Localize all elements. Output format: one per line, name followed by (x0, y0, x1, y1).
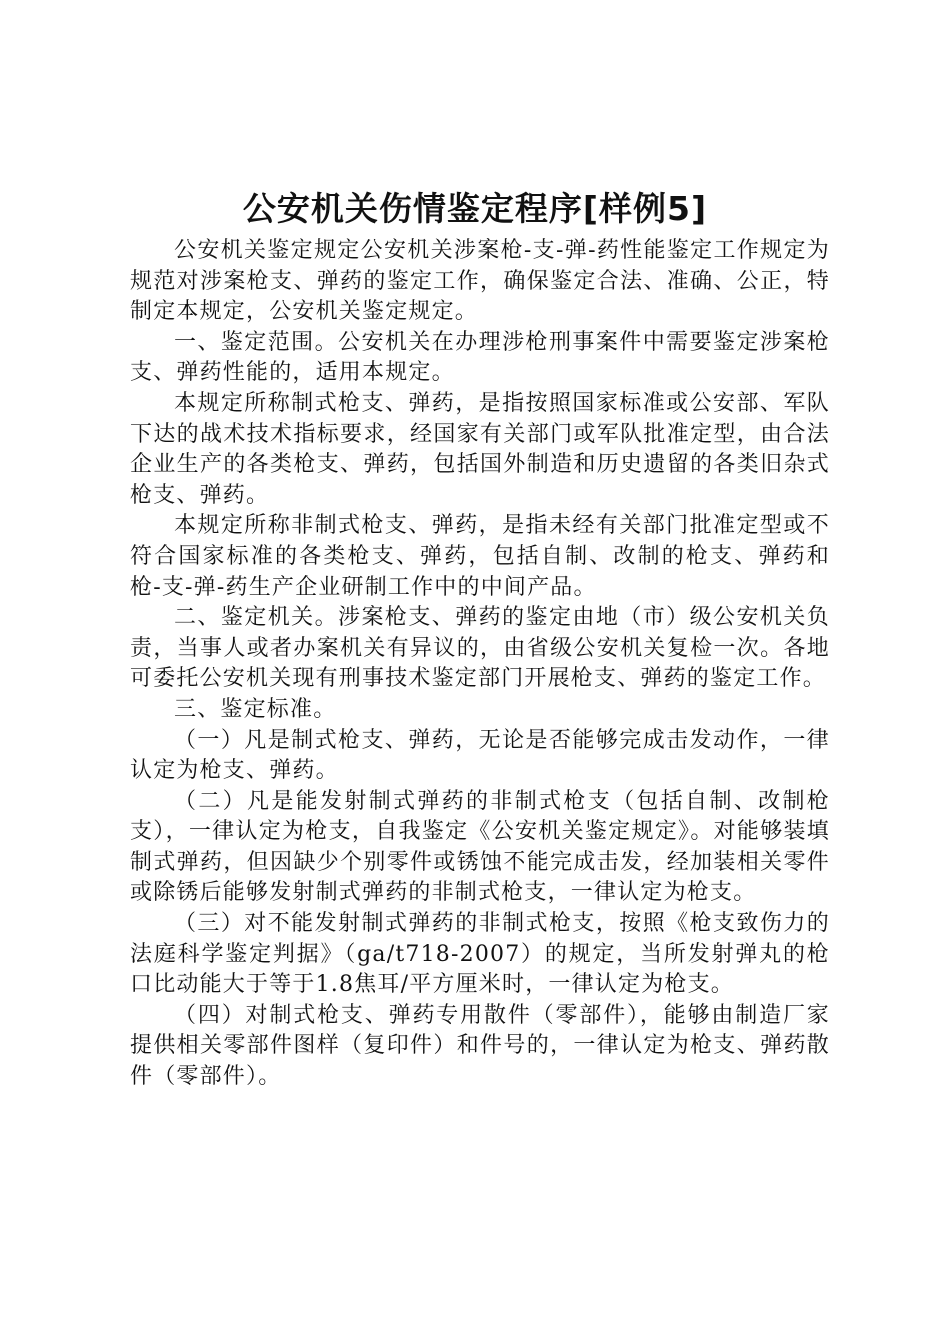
paragraph-standard-firearms: 本规定所称制式枪支、弹药，是指按照国家标准或公安部、军队下达的战术技术指标要求，经国家有关部门或军队批准定型，由合法企业生产的各类枪支、弹药，包括国外制造和历史遗留的各类旧杂式枪支、弹药。 (130, 390, 830, 508)
document-body (130, 236, 830, 1093)
paragraph-criteria-4: （四）对制式枪支、弹药专用散件（零部件），能够由制造厂家提供相关零部件图样（复印件）和件号的，一律认定为枪支、弹药散件（零部件）。 (130, 1002, 830, 1090)
paragraph-nonstandard-firearms: 本规定所称非制式枪支、弹药，是指未经有关部门批准定型或不符合国家标准的各类枪支、弹药，包括自制、改制的枪支、弹药和枪-支-弹-药生产企业研制工作中的中间产品。 (130, 513, 830, 600)
paragraph-criteria-2: （二）凡是能发射制式弹药的非制式枪支（包括自制、改制枪支），一律认定为枪支，自我鉴定《公安机关鉴定规定》。对能够装填制式弹药，但因缺少个别零件或锈蚀不能完成击发，经加装相关零件或除锈后能够发射制式弹药的非制式枪支，一律认定为枪支。 (130, 788, 830, 906)
paragraph-authority: 二、鉴定机关。涉案枪支、弹药的鉴定由地（市）级公安机关负责，当事人或者办案机关有异议的，由省级公安机关复检一次。各地可委托公安机关现有刑事技术鉴定部门开展枪支、弹药的鉴定工作。 (130, 605, 830, 692)
paragraph-criteria-heading: 三、鉴定标准。 (174, 696, 337, 722)
paragraph-criteria-3: （三）对不能发射制式弹药的非制式枪支，按照《枪支致伤力的法庭科学鉴定判据》（ga/t718-2007）的规定，当所发射弹丸的枪口比动能大于等于1.8焦耳/平方厘米时，一律认定为枪支。 (130, 911, 830, 998)
document-title: 公安机关伤情鉴定程序[样例5] (242, 189, 708, 228)
paragraph-criteria-1: （一）凡是制式枪支、弹药，无论是否能够完成击发动作，一律认定为枪支、弹药。 (130, 727, 830, 784)
paragraph-intro: 公安机关鉴定规定公安机关涉案枪-支-弹-药性能鉴定工作规定为规范对涉案枪支、弹药的鉴定工作，确保鉴定合法、准确、公正，特制定本规定，公安机关鉴定规定。 (130, 238, 830, 325)
paragraph-scope: 一、鉴定范围。公安机关在办理涉枪刑事案件中需要鉴定涉案枪支、弹药性能的，适用本规定。 (130, 329, 830, 386)
